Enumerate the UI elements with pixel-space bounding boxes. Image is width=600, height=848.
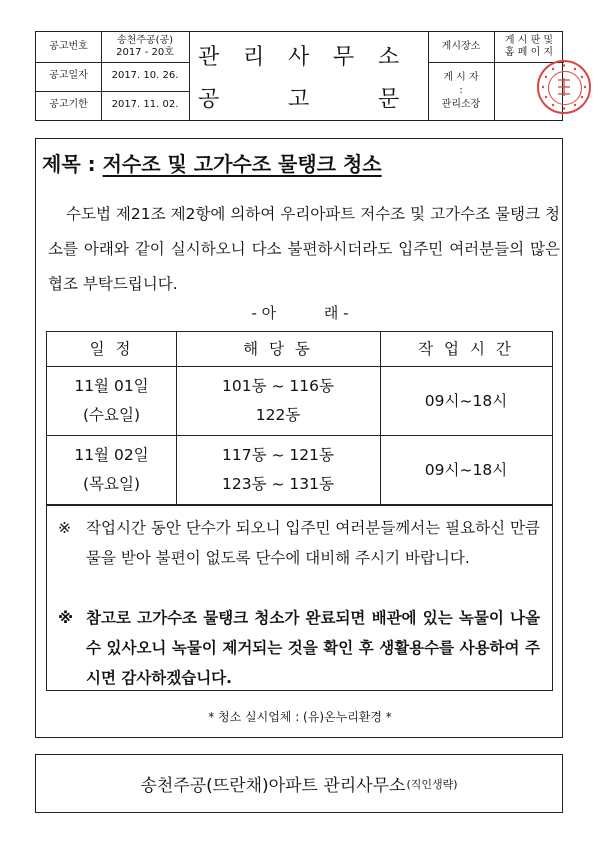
title-char: 고	[288, 87, 310, 112]
posting-place-line1: 게 시 판 및	[504, 34, 554, 46]
title-char: 리	[243, 45, 265, 70]
notice-date-label: 공고일자	[49, 70, 88, 82]
schedule-header-time: 작 업 시 간	[418, 339, 514, 358]
poster-label	[428, 62, 494, 120]
schedule-day: (수요일)	[82, 406, 140, 424]
posting-place-value	[494, 32, 564, 62]
schedule-time: 09시~18시	[424, 460, 508, 479]
footer-issuer	[35, 754, 563, 813]
notice-header-table	[35, 31, 563, 121]
notice-subject	[42, 148, 382, 177]
table-row	[176, 436, 380, 504]
posting-place-label: 게시장소	[441, 40, 481, 52]
schedule-buildings: 101동 ~ 116동	[222, 377, 334, 395]
note-item	[60, 513, 540, 573]
notice-date-value: 2017. 10. 26.	[111, 70, 179, 82]
seal-omitted-note: (직인생략)	[406, 777, 458, 791]
note-text: 참고로 고가수조 물탱크 청소가 완료되면 배관에 있는 녹물이 나올 수 있사오니 녹물이 제거되는 것을 확인 후 생활용수를 사용하여 주시면 감사하겠습니다.	[86, 609, 540, 687]
notice-no-label: 공고번호	[49, 40, 88, 52]
reference-mark-icon: ※	[58, 519, 71, 537]
notice-no-value	[101, 32, 189, 62]
table-row	[47, 367, 176, 435]
poster-label-line1: 게 시 자	[443, 71, 479, 83]
notice-period-value: 2017. 11. 02.	[111, 99, 179, 111]
note-item	[60, 603, 540, 693]
notice-period-label: 공고기한	[49, 99, 88, 111]
posting-place-line2: 홈 페 이 지	[504, 47, 554, 58]
below-label: - 아 래 -	[251, 304, 349, 322]
schedule-header-building: 해 당 동	[243, 339, 313, 358]
poster-label-line3: 관리소장	[441, 98, 481, 110]
schedule-date: 11월 02일	[74, 446, 149, 464]
table-row	[176, 367, 380, 435]
title-char: 관	[198, 45, 220, 70]
title-char: 문	[378, 87, 400, 112]
notice-body-text: 수도법 제21조 제2항에 의하여 우리아파트 저수조 및 고가수조 물탱크 청소를 아래와 같이 실시하오니 다소 불편하시더라도 입주민 여러분들의 많은 협조 부탁드립니다.	[48, 205, 560, 293]
schedule-header-date: 일 정	[89, 339, 134, 358]
schedule-date: 11월 01일	[74, 377, 149, 395]
contractor-line: * 청소 실시업체 : (유)온누리환경 *	[208, 710, 392, 724]
title-char: 소	[378, 45, 400, 70]
schedule-day: (목요일)	[82, 475, 140, 493]
notice-no-value-line2: 2017 - 20호	[116, 47, 174, 58]
schedule-time: 09시~18시	[424, 391, 508, 410]
subject-prefix: 제목 :	[42, 152, 103, 176]
reference-mark-icon: ※	[58, 609, 74, 627]
title-char: 무	[333, 45, 355, 70]
schedule-buildings: 117동 ~ 121동	[222, 446, 334, 464]
schedule-buildings: 123동 ~ 131동	[222, 475, 334, 493]
official-seal-stamp	[537, 60, 591, 114]
title-char: 공	[198, 87, 220, 112]
subject-title: 저수조 및 고가수조 물탱크 청소	[102, 152, 382, 176]
poster-label-line2: :	[459, 85, 463, 97]
title-char: 사	[288, 45, 310, 70]
schedule-table	[46, 331, 553, 505]
issuer-name: 송천주공(뜨란채)아파트 관리사무소	[140, 776, 406, 796]
schedule-buildings: 122동	[255, 406, 301, 424]
note-text: 작업시간 동안 단수가 되오니 입주민 여러분들께서는 필요하신 만큼 물을 받아 불편이 없도록 단수에 대비해 주시기 바랍니다.	[86, 519, 540, 567]
table-row	[47, 436, 176, 504]
notice-no-value-line1: 송천주공(공)	[116, 34, 174, 46]
